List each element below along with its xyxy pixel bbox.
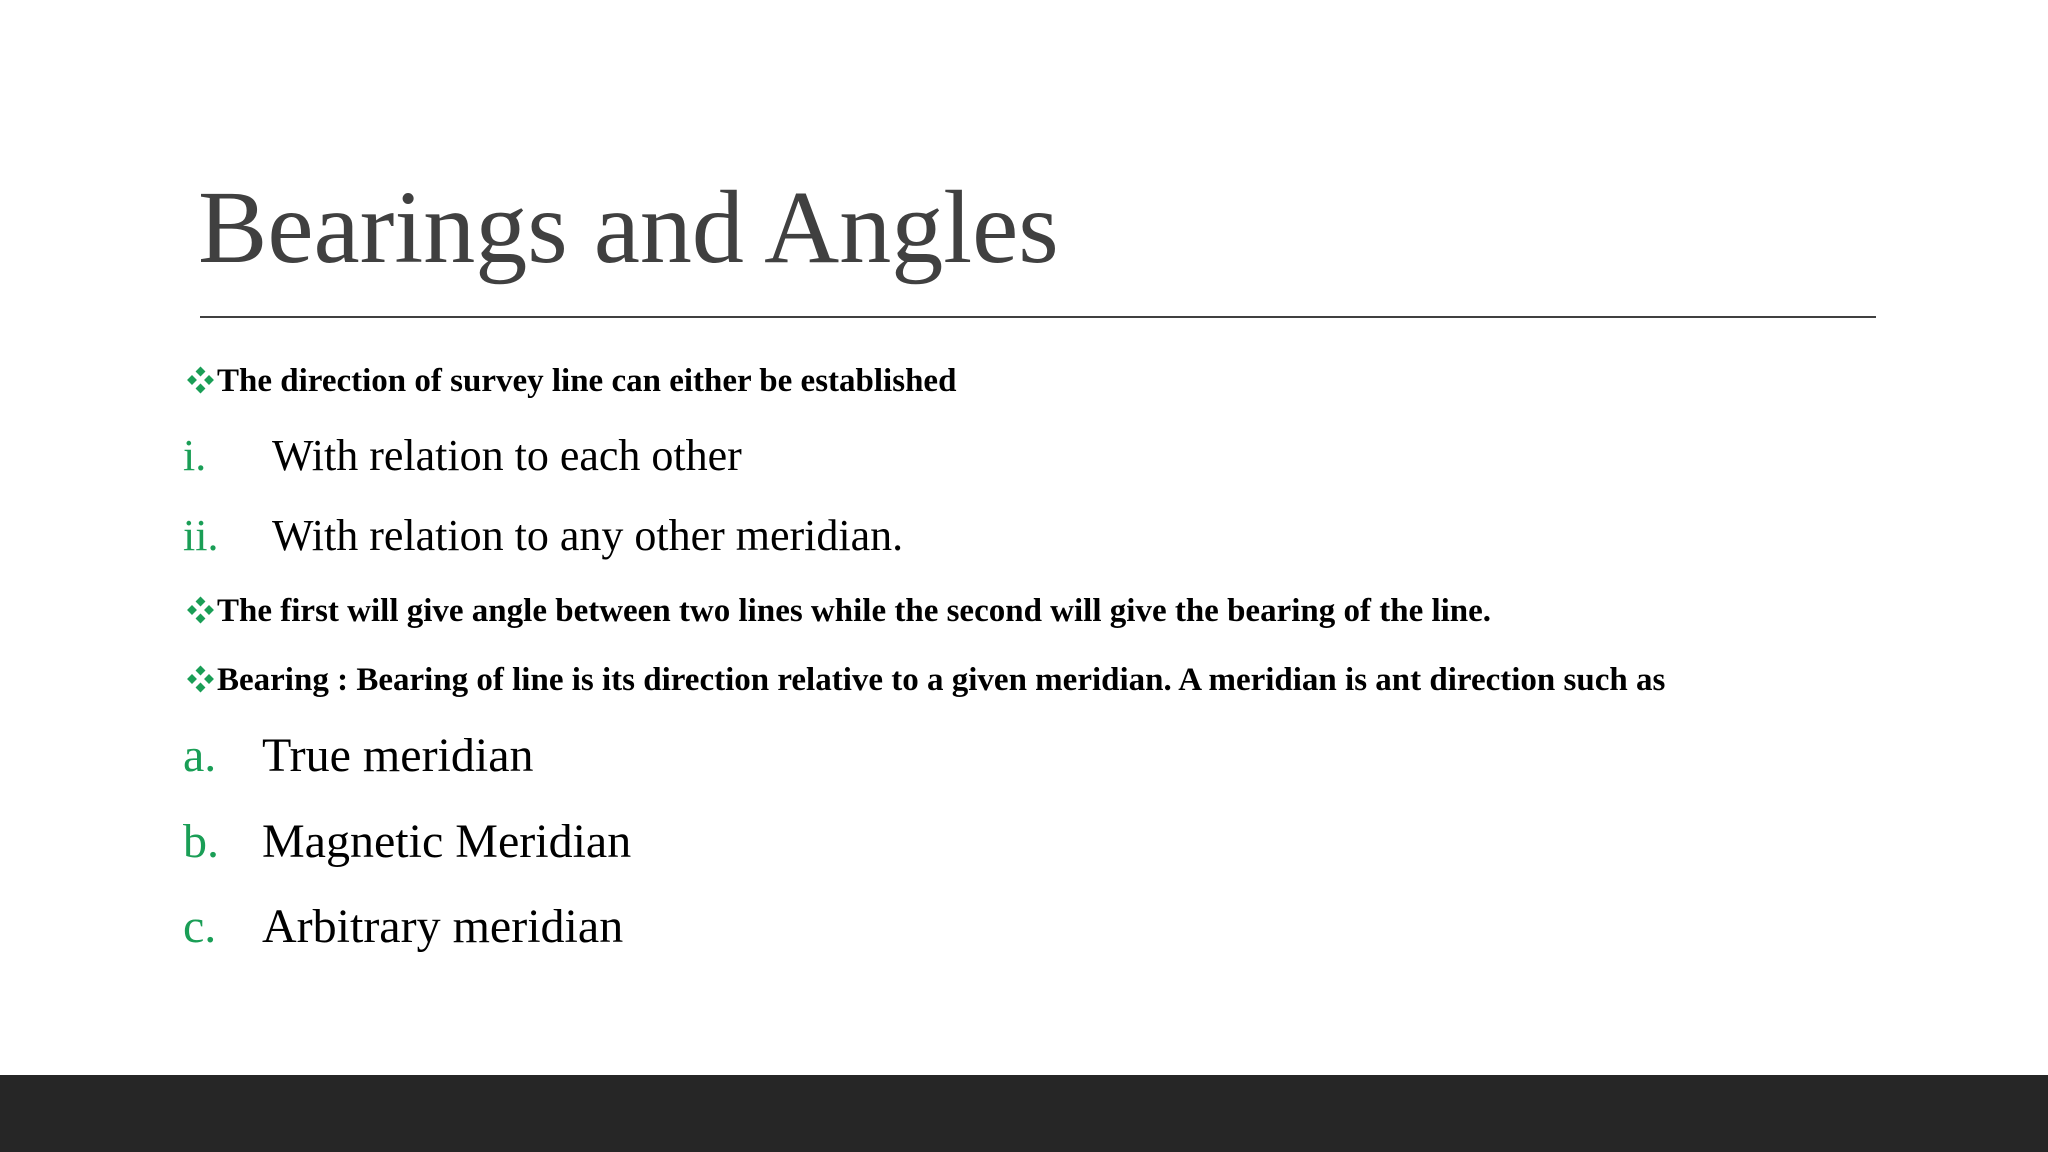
- bullet-text: The first will give angle between two lines while the second will give the bearing of the line.: [217, 593, 1492, 629]
- bullet-item: [187, 361, 956, 401]
- bullet-item: [187, 660, 1665, 700]
- footer-bar: [0, 1075, 2048, 1152]
- list-marker: c.: [183, 900, 217, 953]
- list-marker: ii.: [183, 511, 219, 560]
- list-item-b: [183, 814, 631, 870]
- slide-title: Bearings and Angles: [198, 170, 1059, 285]
- bullet-text: Bearing : Bearing of line is its direction relative to a given meridian. A meridian is ant direction such as: [217, 662, 1666, 698]
- list-marker: b.: [183, 815, 219, 868]
- list-item-text: Magnetic Meridian: [262, 815, 632, 868]
- bullet-item: [187, 591, 1491, 631]
- list-item-text: Arbitrary meridian: [262, 900, 624, 953]
- list-item-c: [183, 899, 623, 955]
- bullet-text: The direction of survey line can either be established: [217, 363, 957, 399]
- diamond-bullet-icon: [187, 366, 215, 394]
- list-item-ii: [183, 510, 903, 562]
- list-item-text: With relation to each other: [272, 431, 742, 480]
- list-marker: a.: [183, 729, 217, 782]
- diamond-bullet-icon: [187, 596, 215, 624]
- list-item-text: True meridian: [262, 729, 534, 782]
- title-divider: [200, 316, 1876, 318]
- list-item-text: With relation to any other meridian.: [272, 511, 904, 560]
- list-item-i: [183, 430, 742, 482]
- list-marker: i.: [183, 431, 207, 480]
- list-item-a: [183, 728, 534, 784]
- diamond-bullet-icon: [187, 665, 215, 693]
